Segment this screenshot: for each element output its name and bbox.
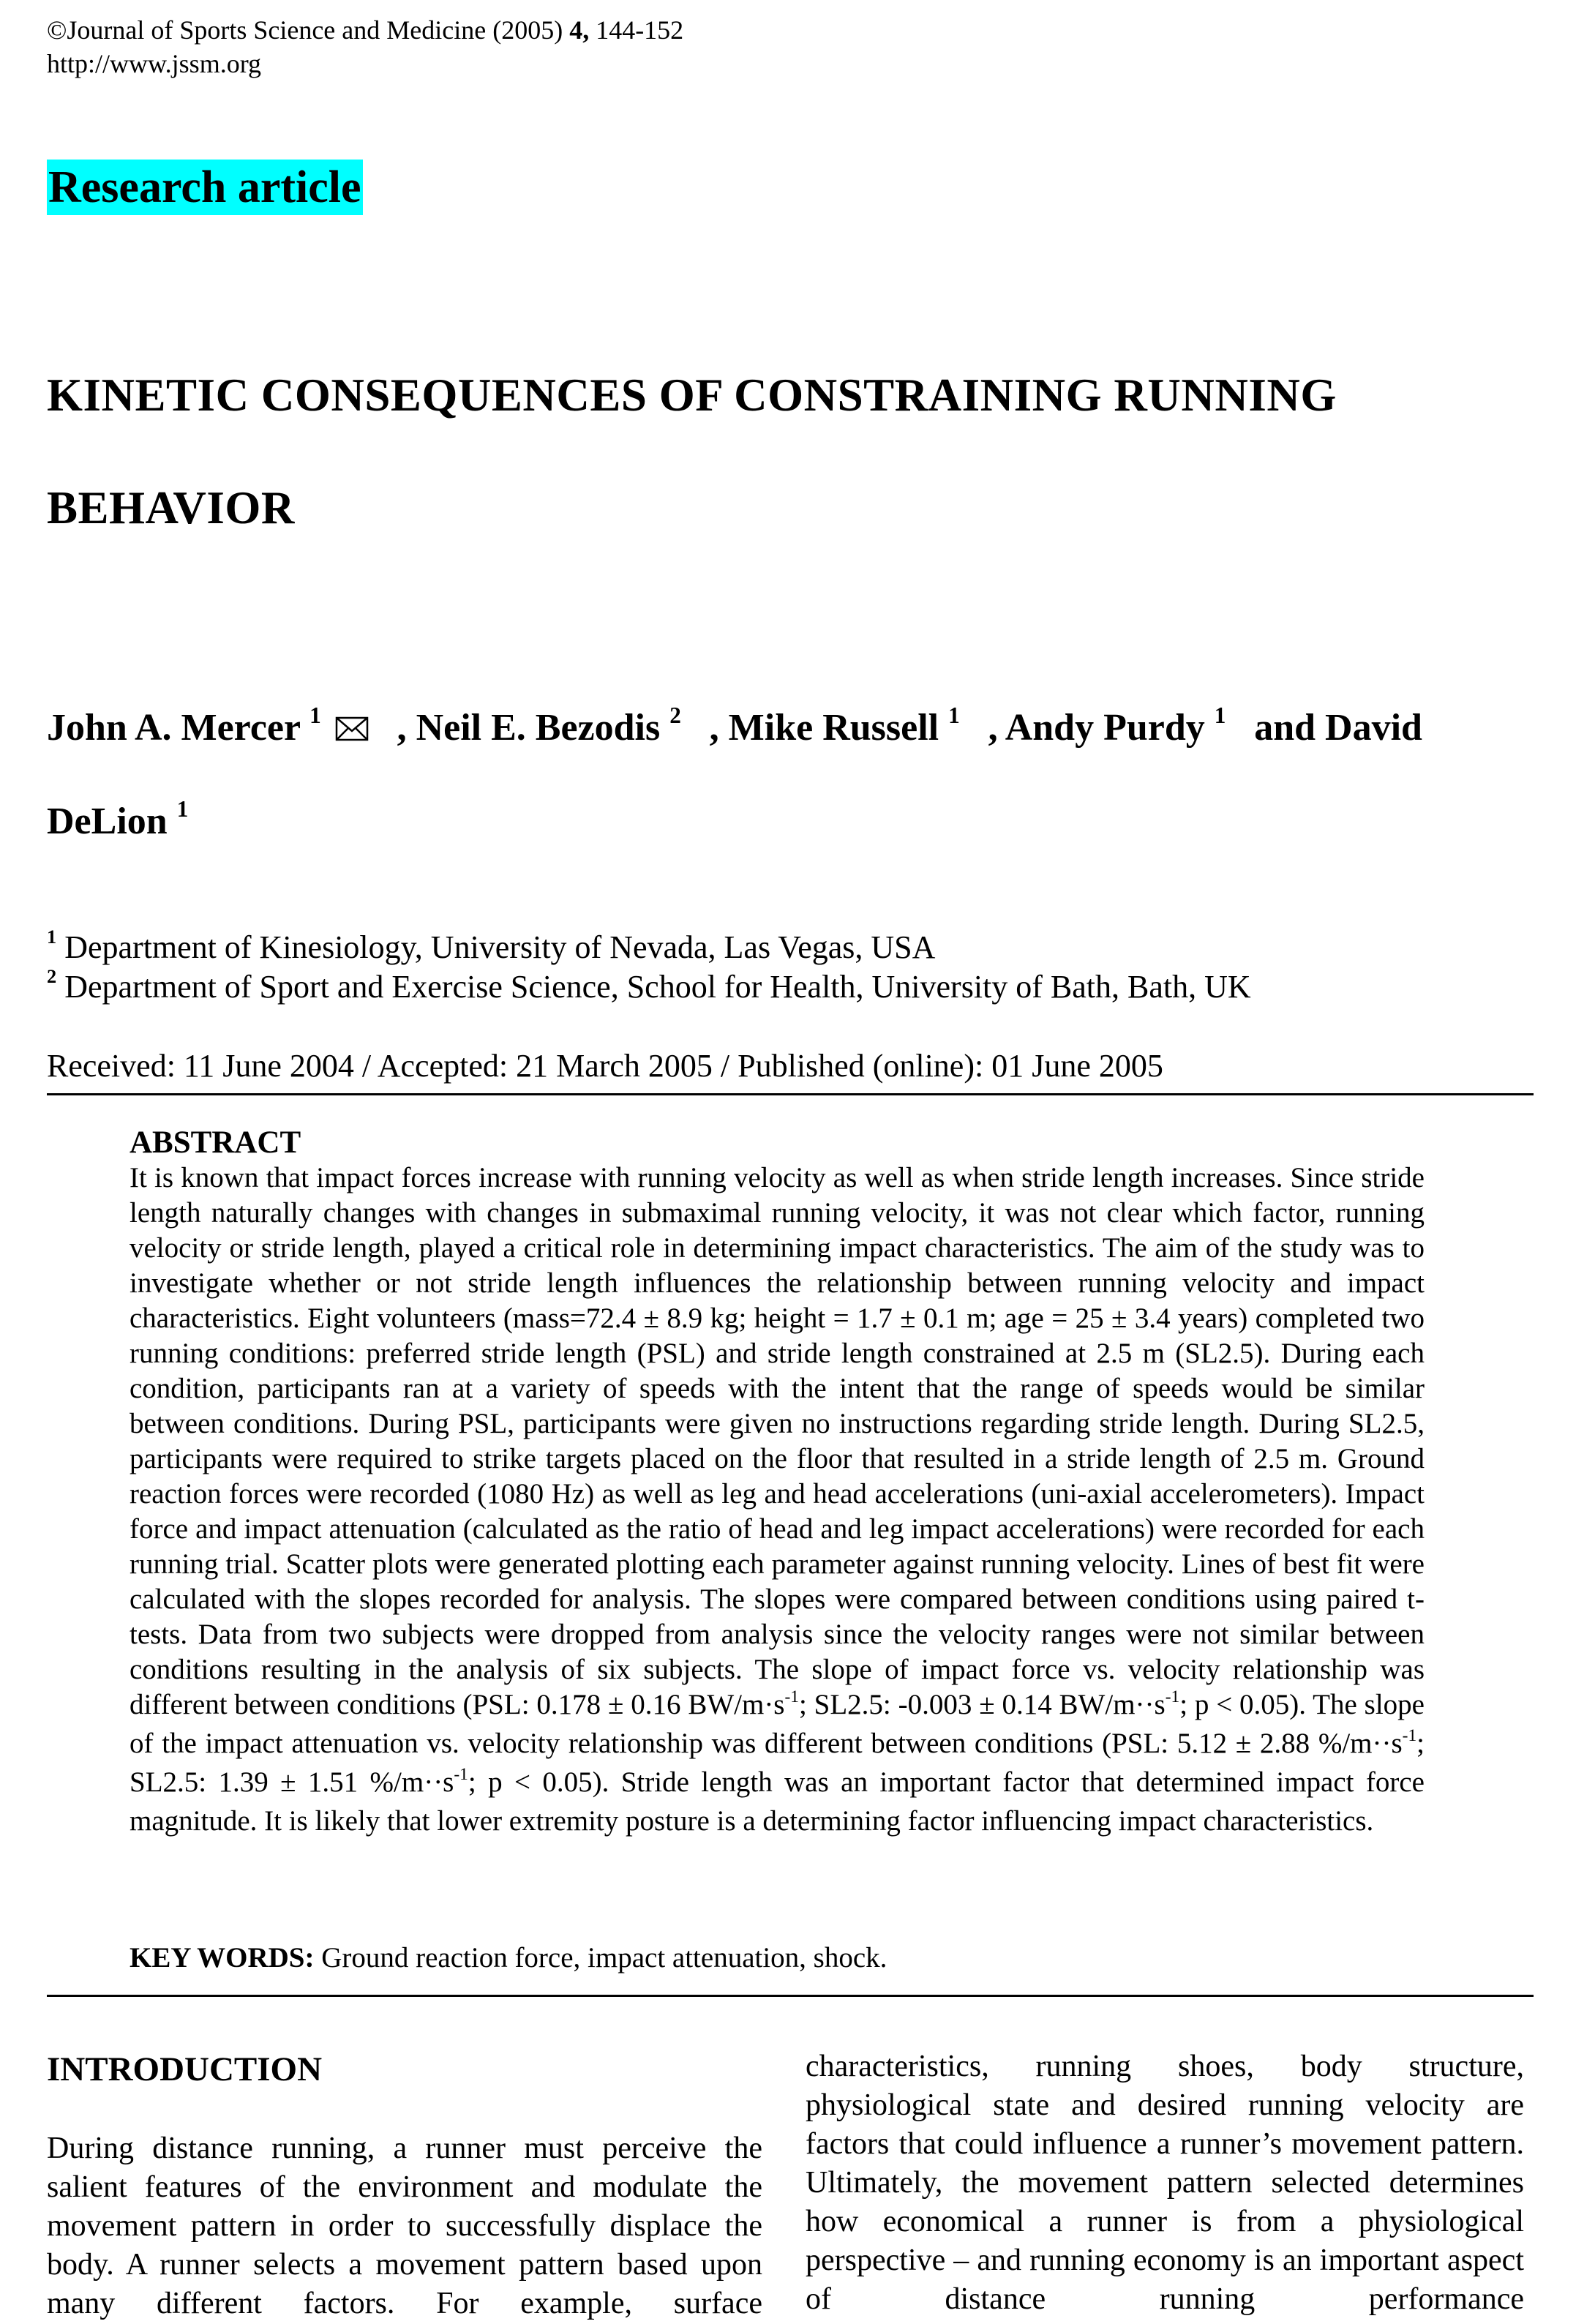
author-1-name: John A. Mercer	[47, 707, 301, 749]
article-title-line-2: BEHAVIOR	[47, 482, 295, 533]
abstract-sup-4: -1	[454, 1764, 468, 1784]
article-title-line-1: KINETIC CONSEQUENCES OF CONSTRAINING RUNNING	[47, 370, 1337, 421]
introduction-left-column: During distance running, a runner must perceive the salient features of the environment and modulate the movement pattern in order to successfully displace the body. A runner selects a movement pattern based upon many different factors. For example, surface	[47, 2132, 762, 2320]
journal-name: ©Journal of Sports Science and Medicine (2005)	[47, 15, 570, 45]
article-type-label: Research article	[47, 160, 363, 215]
abstract-text-3: ; p < 0.05). The slope of the impact attenuation vs. velocity relationship was different between conditions (PSL: 5.12 ± 2.88 %/m··s	[130, 1689, 1425, 1759]
divider-top	[47, 1093, 1534, 1095]
journal-pages: 144-152	[589, 15, 684, 45]
abstract-section	[130, 1125, 1425, 1839]
author-3-name: , Mike Russell	[709, 707, 939, 749]
journal-citation	[47, 13, 683, 47]
author-5-name: DeLion	[47, 801, 168, 842]
abstract-text-2: ; SL2.5: -0.003 ± 0.14 BW/m··s	[798, 1689, 1166, 1720]
affiliation-2-number: 2	[47, 965, 57, 988]
abstract-heading: ABSTRACT	[130, 1125, 301, 1160]
affiliation-2-text: Department of Sport and Exercise Science, School for Health, University of Bath, Bath, UK	[56, 969, 1251, 1005]
abstract-text-5: ; p < 0.05). Stride length was an important factor that determined impact force magnitude. It is likely that lower extremity posture is a determining factor influencing impact characteristics.	[130, 1766, 1425, 1837]
keywords-text: Ground reaction force, impact attenuation, shock.	[314, 1942, 887, 1973]
keywords-label: KEY WORDS:	[130, 1942, 315, 1973]
author-3-affil: 1	[948, 702, 960, 728]
affiliation-1-text: Department of Kinesiology, University of Nevada, Las Vegas, USA	[56, 929, 936, 965]
envelope-icon[interactable]	[335, 716, 369, 741]
journal-url[interactable]: http://www.jssm.org	[47, 49, 262, 78]
author-2-name: , Neil E. Bezodis	[397, 707, 661, 749]
author-4-affil: 1	[1214, 702, 1226, 728]
author-list-continued	[47, 796, 188, 852]
author-2	[397, 702, 681, 758]
divider-bottom	[47, 1995, 1534, 1997]
author-5-prefix: and David	[1254, 707, 1422, 749]
author-2-affil: 2	[669, 702, 681, 728]
abstract-text-4: ; SL2.5: 1.39 ± 1.51 %/m··s	[130, 1728, 1425, 1798]
author-1	[47, 702, 369, 758]
affiliation-2	[47, 967, 1251, 1011]
abstract-text-1: It is known that impact forces increase with running velocity as well as when stride length increases. Since stride length naturally changes with changes in submaximal running velocity, it was not clear which factor, running velocity or stride length, played a critical role in determining impact characteristics. The aim of the study was to investigate whether or not stride length influences the relationship between running velocity and impact characteristics. Eight volunteers (mass=72.4 ± 8.9 kg; height = 1.7 ± 0.1 m; age = 25 ± 3.4 years) completed two running conditions: preferred stride length (PSL) and stride length constrained at 2.5 m (SL2.5). During each condition, participants ran at a variety of speeds with the intent that the range of speeds would be similar between conditions. During PSL, participants were given no instructions regarding stride length. During SL2.5, participants were required to strike targets placed on the floor that resulted in a stride length of 2.5 m. Ground reaction forces were recorded (1080 Hz) as well as leg and head accelerations (uni-axial accelerometers). Impact force and impact attenuation (calculated as the ratio of head and leg impact accelerations) were recorded for each running trial. Scatter plots were generated plotting each parameter against running velocity. Lines of best fit were calculated with the slopes recorded for analysis. The slopes were compared between conditions using paired t-tests. Data from two subjects were dropped from analysis since the velocity ranges were not similar between conditions resulting in the analysis of six subjects. The slope of impact force vs. velocity relationship was different between conditions (PSL: 0.178 ± 0.16 BW/m·s	[130, 1162, 1425, 1720]
introduction-right-column: characteristics, running shoes, body structure, physiological state and desired running velocity are factors that could influence a runner’s movement pattern. Ultimately, the movement pattern selected determines how economical a runner is from a physiological perspective – and running economy is an important aspect of distance running performance	[806, 2050, 1524, 2316]
author-3	[710, 702, 960, 758]
affiliation-1-number: 1	[47, 926, 57, 948]
author-list	[47, 702, 1422, 758]
author-4	[988, 702, 1226, 758]
publication-dates: Received: 11 June 2004 / Accepted: 21 March 2005 / Published (online): 01 June 2005	[47, 1048, 1163, 1084]
abstract-sup-2: -1	[1165, 1687, 1180, 1706]
abstract-sup-1: -1	[784, 1687, 799, 1706]
affiliation-1	[47, 928, 935, 971]
introduction-heading: INTRODUCTION	[47, 2050, 323, 2088]
abstract-sup-3: -1	[1402, 1725, 1417, 1745]
author-1-affil: 1	[309, 702, 321, 728]
author-4-name: , Andy Purdy	[988, 707, 1205, 749]
journal-volume: 4,	[569, 15, 590, 45]
abstract-body	[130, 1161, 1425, 1839]
author-5-affil: 1	[176, 795, 189, 822]
keywords	[130, 1941, 887, 1976]
